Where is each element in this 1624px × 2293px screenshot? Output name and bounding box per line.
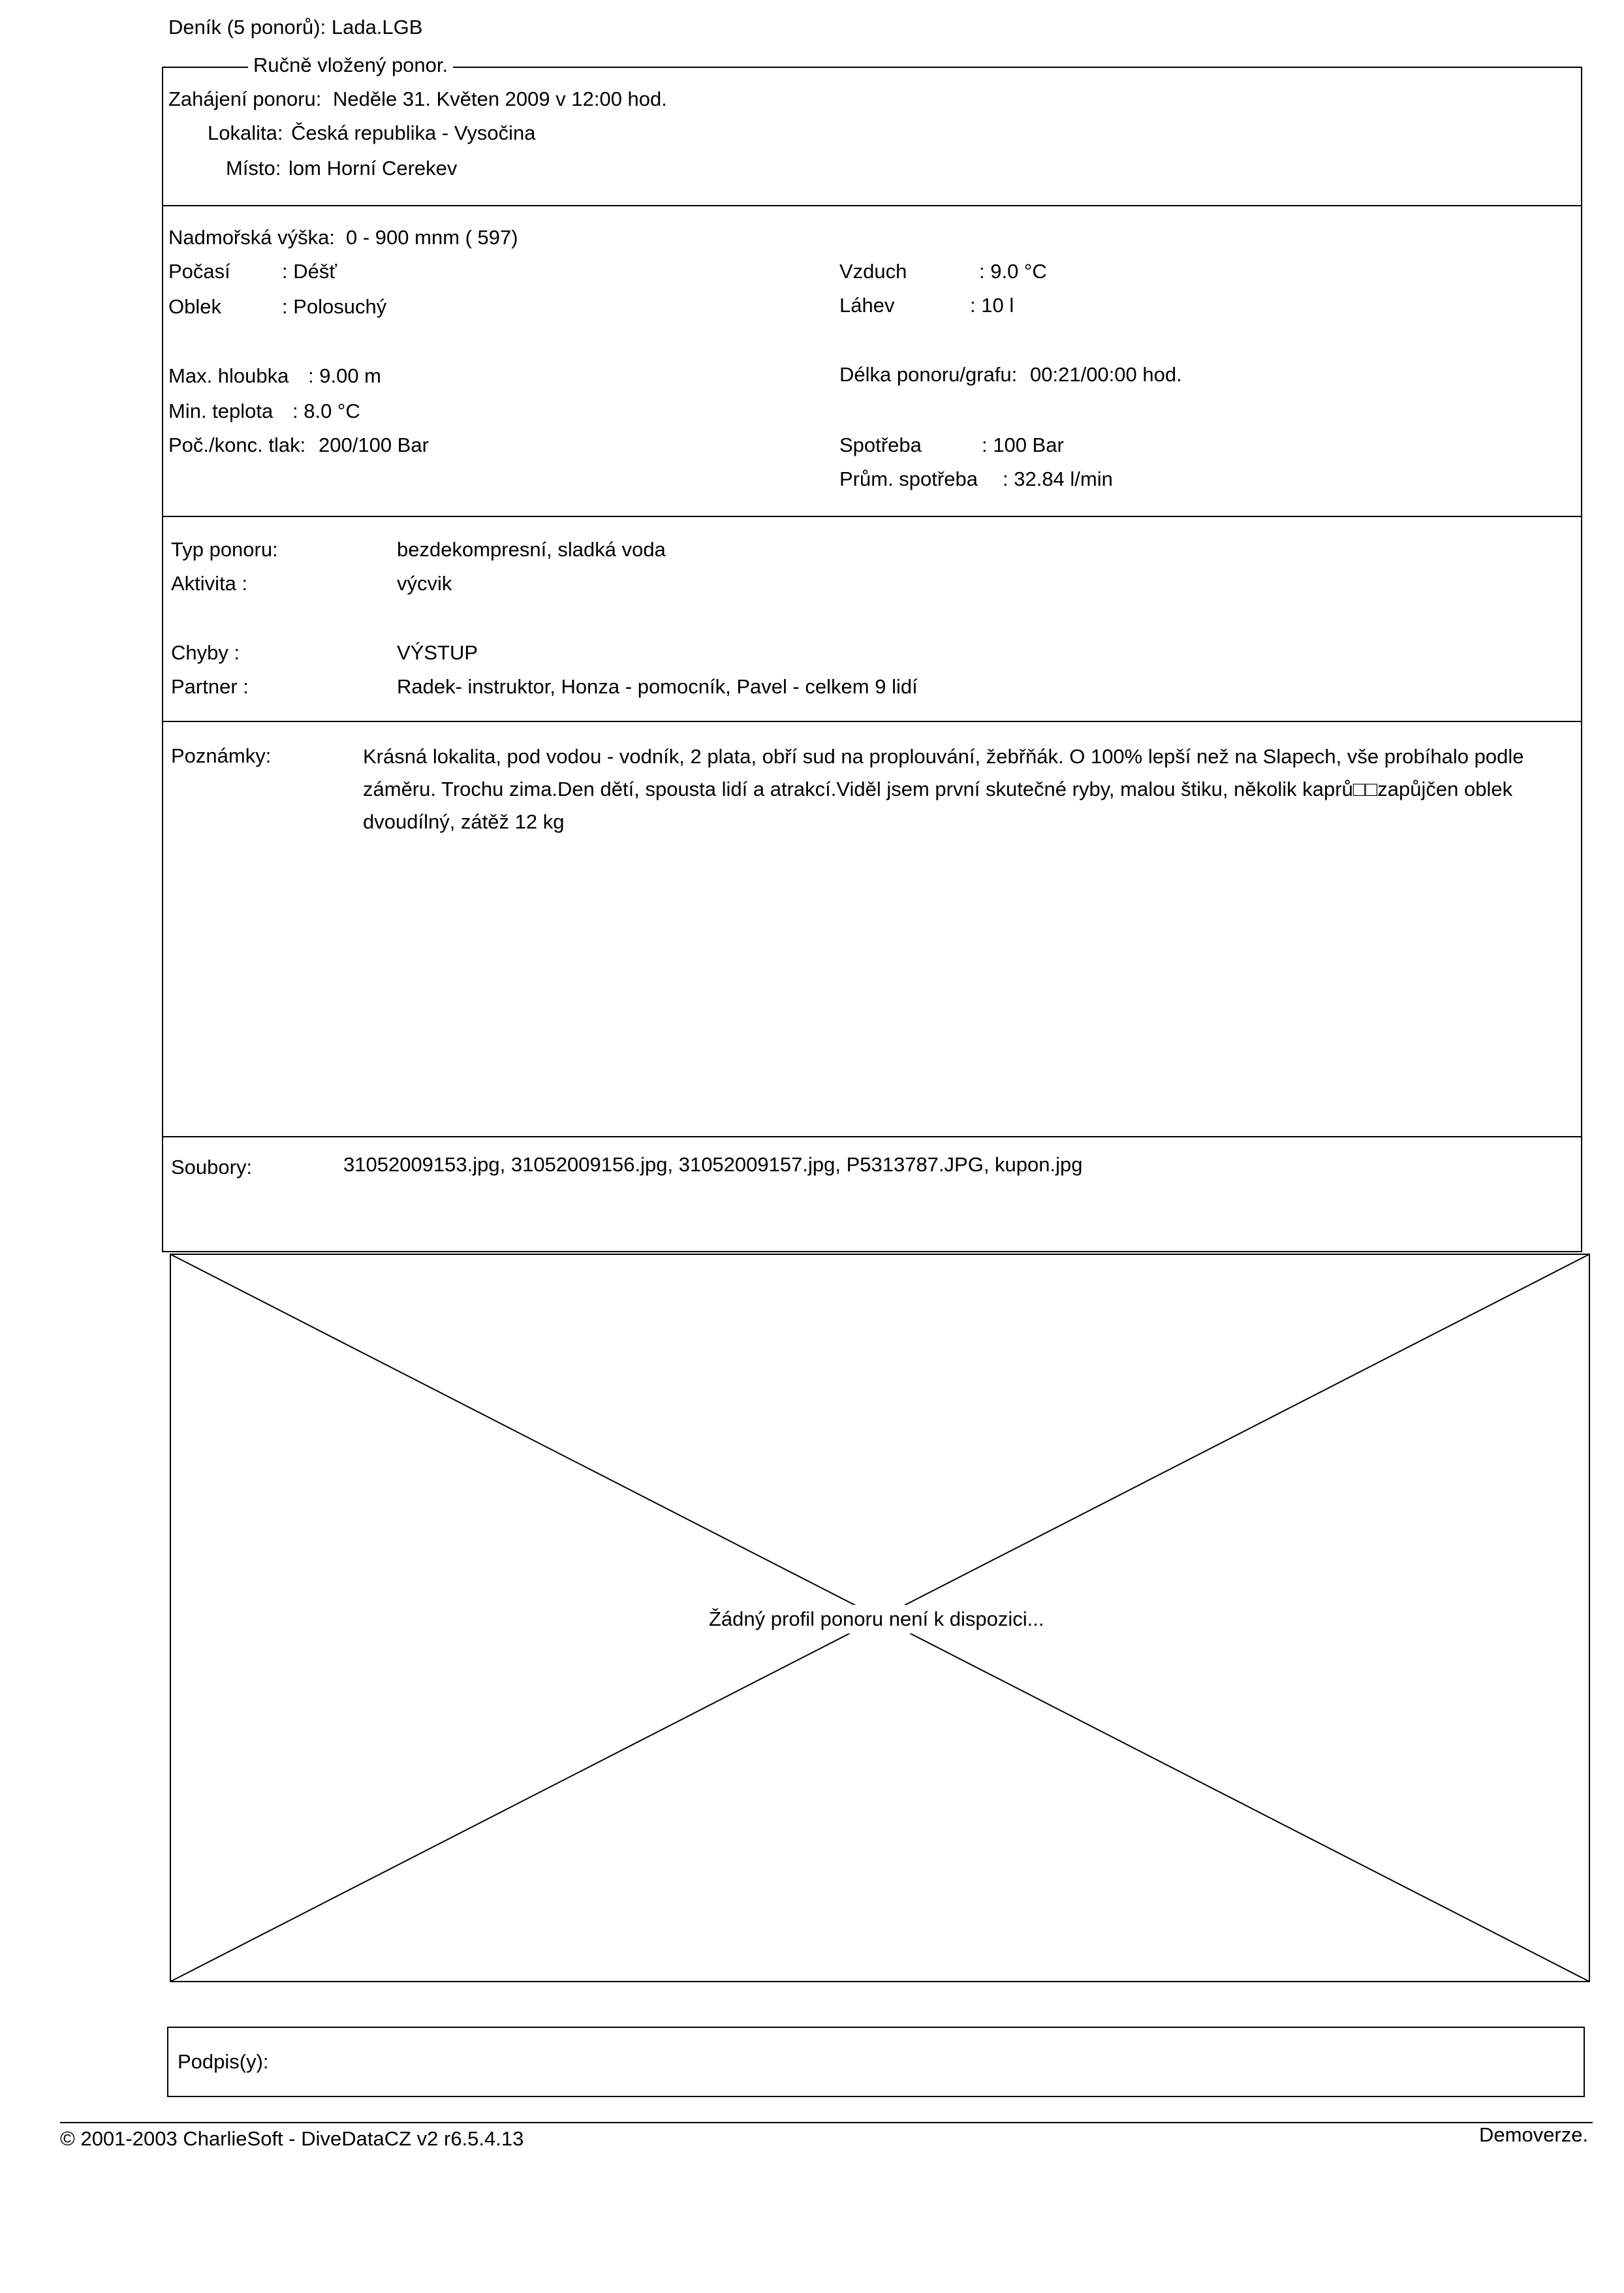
lahev-value: : 10 l: [970, 294, 1014, 317]
copyright: © 2001-2003 CharlieSoft - DiveDataCZ v2 r6.5.4.13: [60, 2127, 524, 2150]
partner-value: Radek- instruktor, Honza - pomocník, Pavel - celkem 9 lidí: [397, 675, 918, 698]
start-value: Neděle 31. Květen 2009 v 12:00 hod.: [333, 87, 667, 110]
duration-label: Délka ponoru/grafu:: [839, 363, 1018, 386]
altitude-label: Nadmořská výška:: [168, 226, 335, 249]
misto-label: Místo:: [226, 157, 281, 180]
partner-label: Partner :: [171, 675, 249, 698]
max-depth-label: Max. hloubka: [168, 364, 289, 387]
page-title: Deník (5 ponorů): Lada.LGB: [168, 16, 423, 39]
dive-type-value: bezdekompresní, sladká voda: [397, 538, 666, 561]
section-divider: [162, 205, 1582, 206]
activity-label: Aktivita :: [171, 572, 248, 595]
pressure-label: Poč./konc. tlak:: [168, 434, 306, 456]
demo-label: Demoverze.: [1479, 2123, 1589, 2146]
activity-value: výcvik: [397, 572, 452, 595]
files-label: Soubory:: [171, 1156, 253, 1178]
oblek-label: Oblek: [168, 295, 221, 318]
min-temp-label: Min. teplota: [168, 400, 273, 422]
errors-label: Chyby :: [171, 641, 240, 664]
oblek-value: : Polosuchý: [282, 295, 387, 318]
vzduch-value: : 9.0 °C: [979, 260, 1047, 283]
altitude-value: 0 - 900 mnm ( 597): [346, 226, 518, 249]
pocasi-value: : Déšť: [282, 260, 337, 283]
lahev-label: Láhev: [839, 294, 895, 317]
files-value: 31052009153.jpg, 31052009156.jpg, 31052009157.jpg, P5313787.JPG, kupon.jpg: [343, 1153, 1083, 1176]
notes-text: Krásná lokalita, pod vodou - vodník, 2 plata, obří sud na proplouvání, žebřňák. O 100% lepší než na Slapech, vše probíhalo podle záměru. Trochu zima.Den dětí, spousta lidí a atrakcí.Viděl jsem první skutečné ryby, malou štiku, několik kaprů□□zapůjčen oblek dvoudílný, zátěž 12 kg: [363, 745, 1524, 833]
errors-value: VÝSTUP: [397, 641, 478, 664]
avg-consumption-value: : 32.84 l/min: [1003, 467, 1113, 490]
signature-box: [167, 2027, 1585, 2097]
consumption-label: Spotřeba: [839, 434, 922, 456]
consumption-value: : 100 Bar: [982, 434, 1064, 456]
start-label: Zahájení ponoru:: [168, 87, 322, 110]
notes-label: Poznámky:: [171, 744, 272, 767]
no-profile-message: Žádný profil ponoru není k dispozici...: [705, 1605, 1048, 1634]
lokalita-value: Česká republika - Vysočina: [291, 121, 536, 144]
pressure-value: 200/100 Bar: [319, 434, 429, 456]
section-divider: [162, 1136, 1582, 1137]
lokalita-label: Lokalita:: [208, 121, 283, 144]
section-divider: [162, 516, 1582, 517]
min-temp-value: : 8.0 °C: [292, 400, 360, 422]
misto-value: lom Horní Cerekev: [289, 157, 458, 180]
avg-consumption-label: Prům. spotřeba: [839, 467, 978, 490]
signature-label: Podpis(y):: [178, 2050, 269, 2073]
footer-rule: [60, 2122, 1593, 2123]
vzduch-label: Vzduch: [839, 260, 907, 283]
pocasi-label: Počasí: [168, 260, 230, 283]
section-divider: [162, 721, 1582, 722]
max-depth-value: : 9.00 m: [308, 364, 381, 387]
dive-type-label: Typ ponoru:: [171, 538, 278, 561]
duration-value: 00:21/00:00 hod.: [1030, 363, 1182, 386]
record-legend: Ručně vložený ponor.: [248, 54, 453, 77]
